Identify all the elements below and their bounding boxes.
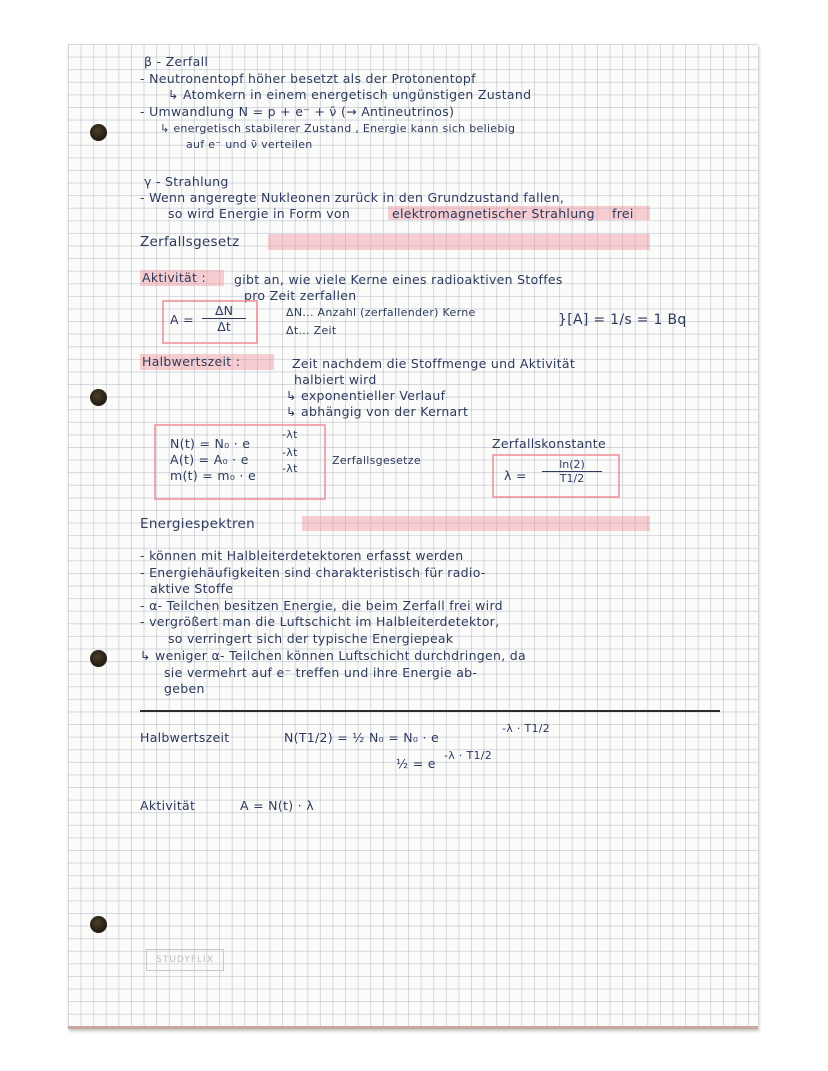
halbwertszeit-label: Halbwertszeit : <box>142 354 241 369</box>
energie-line-6: so verringert sich der typische Energiepeak <box>168 631 454 646</box>
punch-hole <box>90 650 107 667</box>
bottom-akt-label: Aktivität <box>140 798 196 813</box>
hw-line-3: ↳ exponentieller Verlauf <box>286 388 446 403</box>
beta-line-5: auf e⁻ und ν̄ verteilen <box>186 138 313 151</box>
gamma-heading: γ - Strahlung <box>144 174 229 189</box>
energie-heading: Energiespektren <box>140 516 255 532</box>
law-n-exp: -λt <box>282 428 298 441</box>
konstante-label: Zerfallskonstante <box>492 436 606 451</box>
hw-line-1: Zeit nachdem die Stoffmenge und Aktivität <box>292 356 576 371</box>
gamma-line-2b: elektromagnetischer Strahlung <box>392 206 595 221</box>
lambda-num: ln(2) <box>542 458 602 472</box>
bottom-hw-eq-2: ½ = e <box>396 756 436 771</box>
gamma-line-1: - Wenn angeregte Nukleonen zurück in den Grundzustand fallen, <box>140 190 565 205</box>
beta-line-2: ↳ Atomkern in einem energetisch ungünstigen Zustand <box>168 87 532 102</box>
energie-line-7: ↳ weniger α- Teilchen können Luftschicht durchdringen, da <box>140 648 526 663</box>
energie-line-5: - vergrößert man die Luftschicht im Halbleiterdetektor, <box>140 614 500 629</box>
hw-line-4: ↳ abhängig von der Kernart <box>286 404 469 419</box>
law-n: N(t) = N₀ · e <box>170 436 251 451</box>
law-m: m(t) = m₀ · e <box>170 468 256 483</box>
laws-label: Zerfallsgesetze <box>332 454 421 467</box>
aktivitaet-label: Aktivität : <box>142 270 206 285</box>
formula-den: Δt <box>217 319 231 334</box>
bottom-hw-eq-1: N(T1/2) = ½ N₀ = N₀ · e <box>284 730 440 745</box>
notebook-page <box>68 44 758 1029</box>
lambda-fraction <box>542 458 602 485</box>
bottom-hw-exp-1: -λ · T1/2 <box>502 722 551 735</box>
aktivitaet-def-1: gibt an, wie viele Kerne eines radioaktiven Stoffes <box>234 272 563 287</box>
bottom-hw-label: Halbwertszeit <box>140 730 230 745</box>
energie-line-4: - α- Teilchen besitzen Energie, die beim Zerfall frei wird <box>140 598 503 613</box>
zerfallsgesetz-heading: Zerfallsgesetz <box>140 234 240 250</box>
beta-heading: β - Zerfall <box>144 54 209 69</box>
brand-stamp: STUDYFLIX <box>146 949 224 971</box>
punch-hole <box>90 389 107 406</box>
beta-line-1: - Neutronentopf höher besetzt als der Protonentopf <box>140 71 476 86</box>
heading-highlight <box>302 516 650 531</box>
lambda-den: T1/2 <box>559 472 585 485</box>
energie-line-2: - Energiehäufigkeiten sind charakteristisch für radio- <box>140 565 486 580</box>
energie-line-8: sie vermehrt auf e⁻ treffen und ihre Energie ab- <box>164 665 478 680</box>
lambda-symbol: λ = <box>504 468 527 483</box>
formula-fraction <box>202 303 246 334</box>
law-a: A(t) = A₀ · e <box>170 452 249 467</box>
dn-desc: ΔN... Anzahl (zerfallender) Kerne <box>286 306 476 319</box>
bottom-hw-exp-2: -λ · T1/2 <box>444 749 493 762</box>
bottom-akt-eq: A = N(t) · λ <box>240 798 314 813</box>
energie-line-9: geben <box>164 681 205 696</box>
divider-line <box>140 710 720 712</box>
punch-hole <box>90 916 107 933</box>
energie-line-3: aktive Stoffe <box>150 581 234 596</box>
dt-desc: Δt... Zeit <box>286 324 337 337</box>
gamma-line-2a: so wird Energie in Form von <box>168 206 351 221</box>
formula-a: A = <box>170 312 194 327</box>
hw-line-2: halbiert wird <box>294 372 377 387</box>
beta-line-4: ↳ energetisch stabilerer Zustand , Energie kann sich beliebig <box>160 122 516 135</box>
heading-highlight <box>268 234 650 250</box>
law-a-exp: -λt <box>282 446 298 459</box>
aktivitaet-def-2: pro Zeit zerfallen <box>244 288 357 303</box>
formula-num: ΔN <box>202 303 246 319</box>
punch-hole <box>90 124 107 141</box>
gamma-line-2c: frei <box>612 206 634 221</box>
beta-line-3: - Umwandlung N = p + e⁻ + ν̄ (→ Antineutrinos) <box>140 104 455 119</box>
law-m-exp: -λt <box>282 462 298 475</box>
unit-becquerel: }[A] = 1/s = 1 Bq <box>558 312 687 328</box>
energie-line-1: - können mit Halbleiterdetektoren erfasst werden <box>140 548 464 563</box>
